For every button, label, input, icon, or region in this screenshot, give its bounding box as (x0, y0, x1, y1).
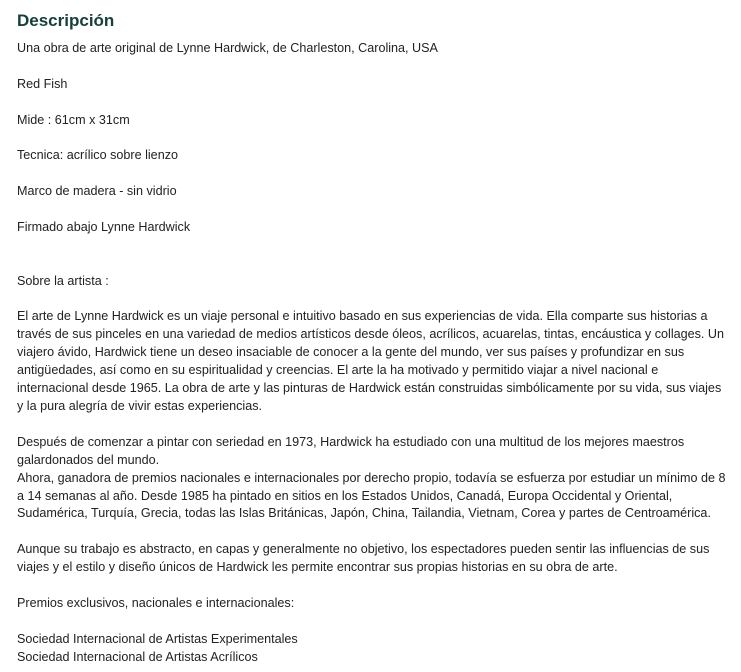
description-paragraph: Firmado abajo Lynne Hardwick (17, 219, 191, 234)
description-content (17, 40, 729, 667)
paragraph-spacer (17, 165, 729, 183)
description-paragraph: Premios exclusivos, nacionales e internacionales: (17, 595, 295, 610)
paragraph-spacer (17, 577, 729, 595)
paragraph-spacer (17, 94, 729, 112)
paragraph-spacer (17, 58, 729, 76)
description-paragraph: Sociedad Internacional de Artistas Experimentales (17, 631, 298, 646)
paragraph-spacer (17, 416, 729, 434)
paragraph-spacer (17, 613, 729, 631)
description-heading: Descripción (17, 11, 115, 30)
paragraph-spacer (17, 237, 729, 255)
description-paragraph: Mide : 61cm x 31cm (17, 112, 130, 127)
description-paragraph: Marco de madera - sin vidrio (17, 184, 177, 199)
paragraph-spacer (17, 201, 729, 219)
description-paragraph: El arte de Lynne Hardwick es un viaje personal e intuitivo basado en sus experiencias de vida. Ella comparte sus historias a través de sus pinceles en una variedad de medios artísticos desde óleos, acrílicos, acuarelas, tintas, encáustica y collages. Un viajero ávido, Hardwick tiene un deseo insaciable de conocer a la gente del mundo, ver sus países y profundizar en sus antigüedades, así como en su espiritualidad y creencias. El arte la ha motivado y permitido viajar a nivel nacional e internacional desde 1965. La obra de arte y las pinturas de Hardwick están construidas simbólicamente por su vida, sus viajes y la pura alegría de vivir estas experiencias. (17, 309, 728, 413)
paragraph-spacer (17, 291, 729, 309)
description-paragraph: Ahora, ganadora de premios nacionales e internacionales por derecho propio, todavía se esfuerza por estudiar un mínimo de 8 a 14 semanas al año. Desde 1985 ha pintado en sitios en los Estados Unidos, Canadá, Europa Occidental y Oriental, Sudamérica, Turquía, Grecia, todas las Islas Británicas, Japón, China, Tailandia, Vietnam, Corea y partes de Centroamérica. (17, 470, 729, 521)
description-paragraph: Red Fish (17, 76, 68, 91)
paragraph-spacer (17, 255, 729, 273)
description-paragraph: Sociedad Internacional de Artistas Acrílicos (17, 649, 258, 664)
paragraph-spacer (17, 523, 729, 541)
description-paragraph: Después de comenzar a pintar con seriedad en 1973, Hardwick ha estudiado con una multitud de los mejores maestros galardonados del mundo. (17, 434, 688, 467)
description-paragraph: Sobre la artista : (17, 273, 109, 288)
description-paragraph: Tecnica: acrílico sobre lienzo (17, 148, 178, 163)
paragraph-spacer (17, 130, 729, 148)
description-paragraph: Aunque su trabajo es abstracto, en capas y generalmente no objetivo, los espectadores pueden sentir las influencias de sus viajes y el estilo y diseño únicos de Hardwick les permite encontrar sus propias historias en su obra de arte. (17, 542, 713, 575)
description-paragraph: Una obra de arte original de Lynne Hardwick, de Charleston, Carolina, USA (17, 41, 438, 55)
